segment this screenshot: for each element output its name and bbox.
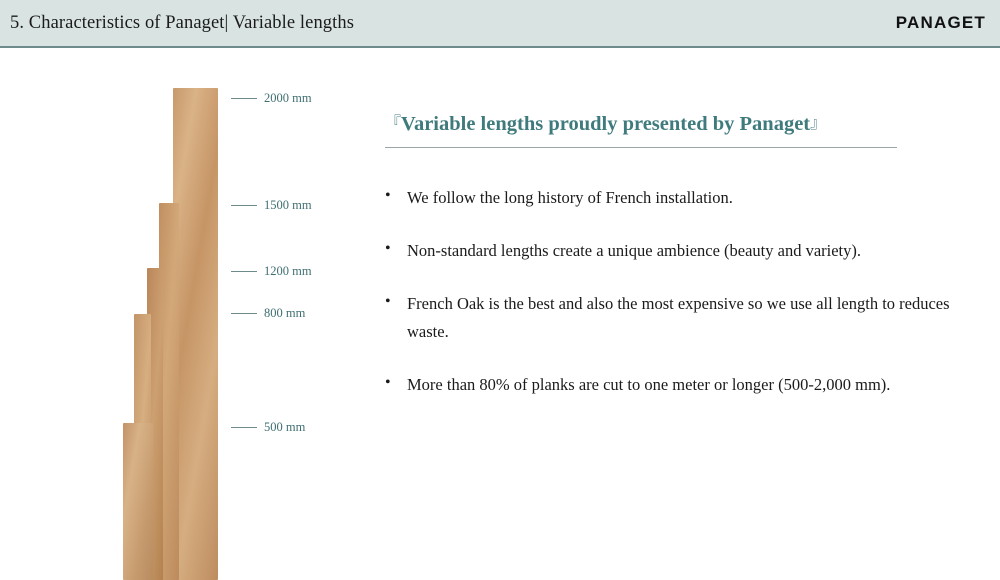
section-subtitle — [385, 110, 985, 136]
slide-header — [0, 0, 1000, 46]
brand-logo: PANAGET — [895, 13, 986, 32]
bullet-marker-icon: • — [385, 240, 391, 258]
section-subtitle-text: Variable lengths proudly presented by Panaget — [401, 113, 811, 135]
tick-label-2000mm: 2000 mm — [264, 91, 312, 105]
list-item-text: Non-standard lengths create a unique ambience (beauty and variety). — [407, 241, 862, 261]
tick-mark-1200mm — [231, 271, 257, 272]
list-item — [385, 237, 985, 264]
tick-mark-2000mm — [231, 98, 257, 99]
subtitle-divider — [385, 147, 897, 148]
bullet-marker-icon: • — [385, 373, 391, 391]
close-bracket-glyph: 』 — [810, 115, 827, 132]
list-item — [385, 290, 985, 344]
page-title: 5. Characteristics of Panaget| Variable lengths — [10, 12, 355, 33]
tick-label-800mm: 800 mm — [264, 306, 306, 320]
list-item-text: We follow the long history of French installation. — [407, 188, 733, 207]
open-bracket-glyph: 『 — [385, 115, 402, 132]
list-item — [385, 184, 985, 211]
list-item-text: French Oak is the best and also the most expensive so we use all length to reduces waste. — [407, 294, 950, 341]
tick-label-500mm: 500 mm — [264, 420, 306, 434]
plank-500mm — [123, 423, 153, 580]
tick-label-1500mm: 1500 mm — [264, 198, 312, 212]
bullet-marker-icon: • — [385, 187, 391, 204]
content-area — [385, 110, 985, 424]
list-item-text: More than 80% of planks are cut to one meter or longer (500-2,000 mm). — [407, 374, 891, 394]
tick-mark-800mm — [231, 313, 257, 314]
bullet-marker-icon: • — [385, 293, 391, 311]
tick-mark-500mm — [231, 427, 257, 428]
bullet-list — [385, 184, 985, 398]
plank-2000mm — [173, 88, 218, 580]
tick-mark-1500mm — [231, 205, 257, 206]
variable-plank-lengths-diagram — [0, 46, 370, 554]
list-item — [385, 371, 985, 398]
tick-label-1200mm: 1200 mm — [264, 264, 312, 278]
